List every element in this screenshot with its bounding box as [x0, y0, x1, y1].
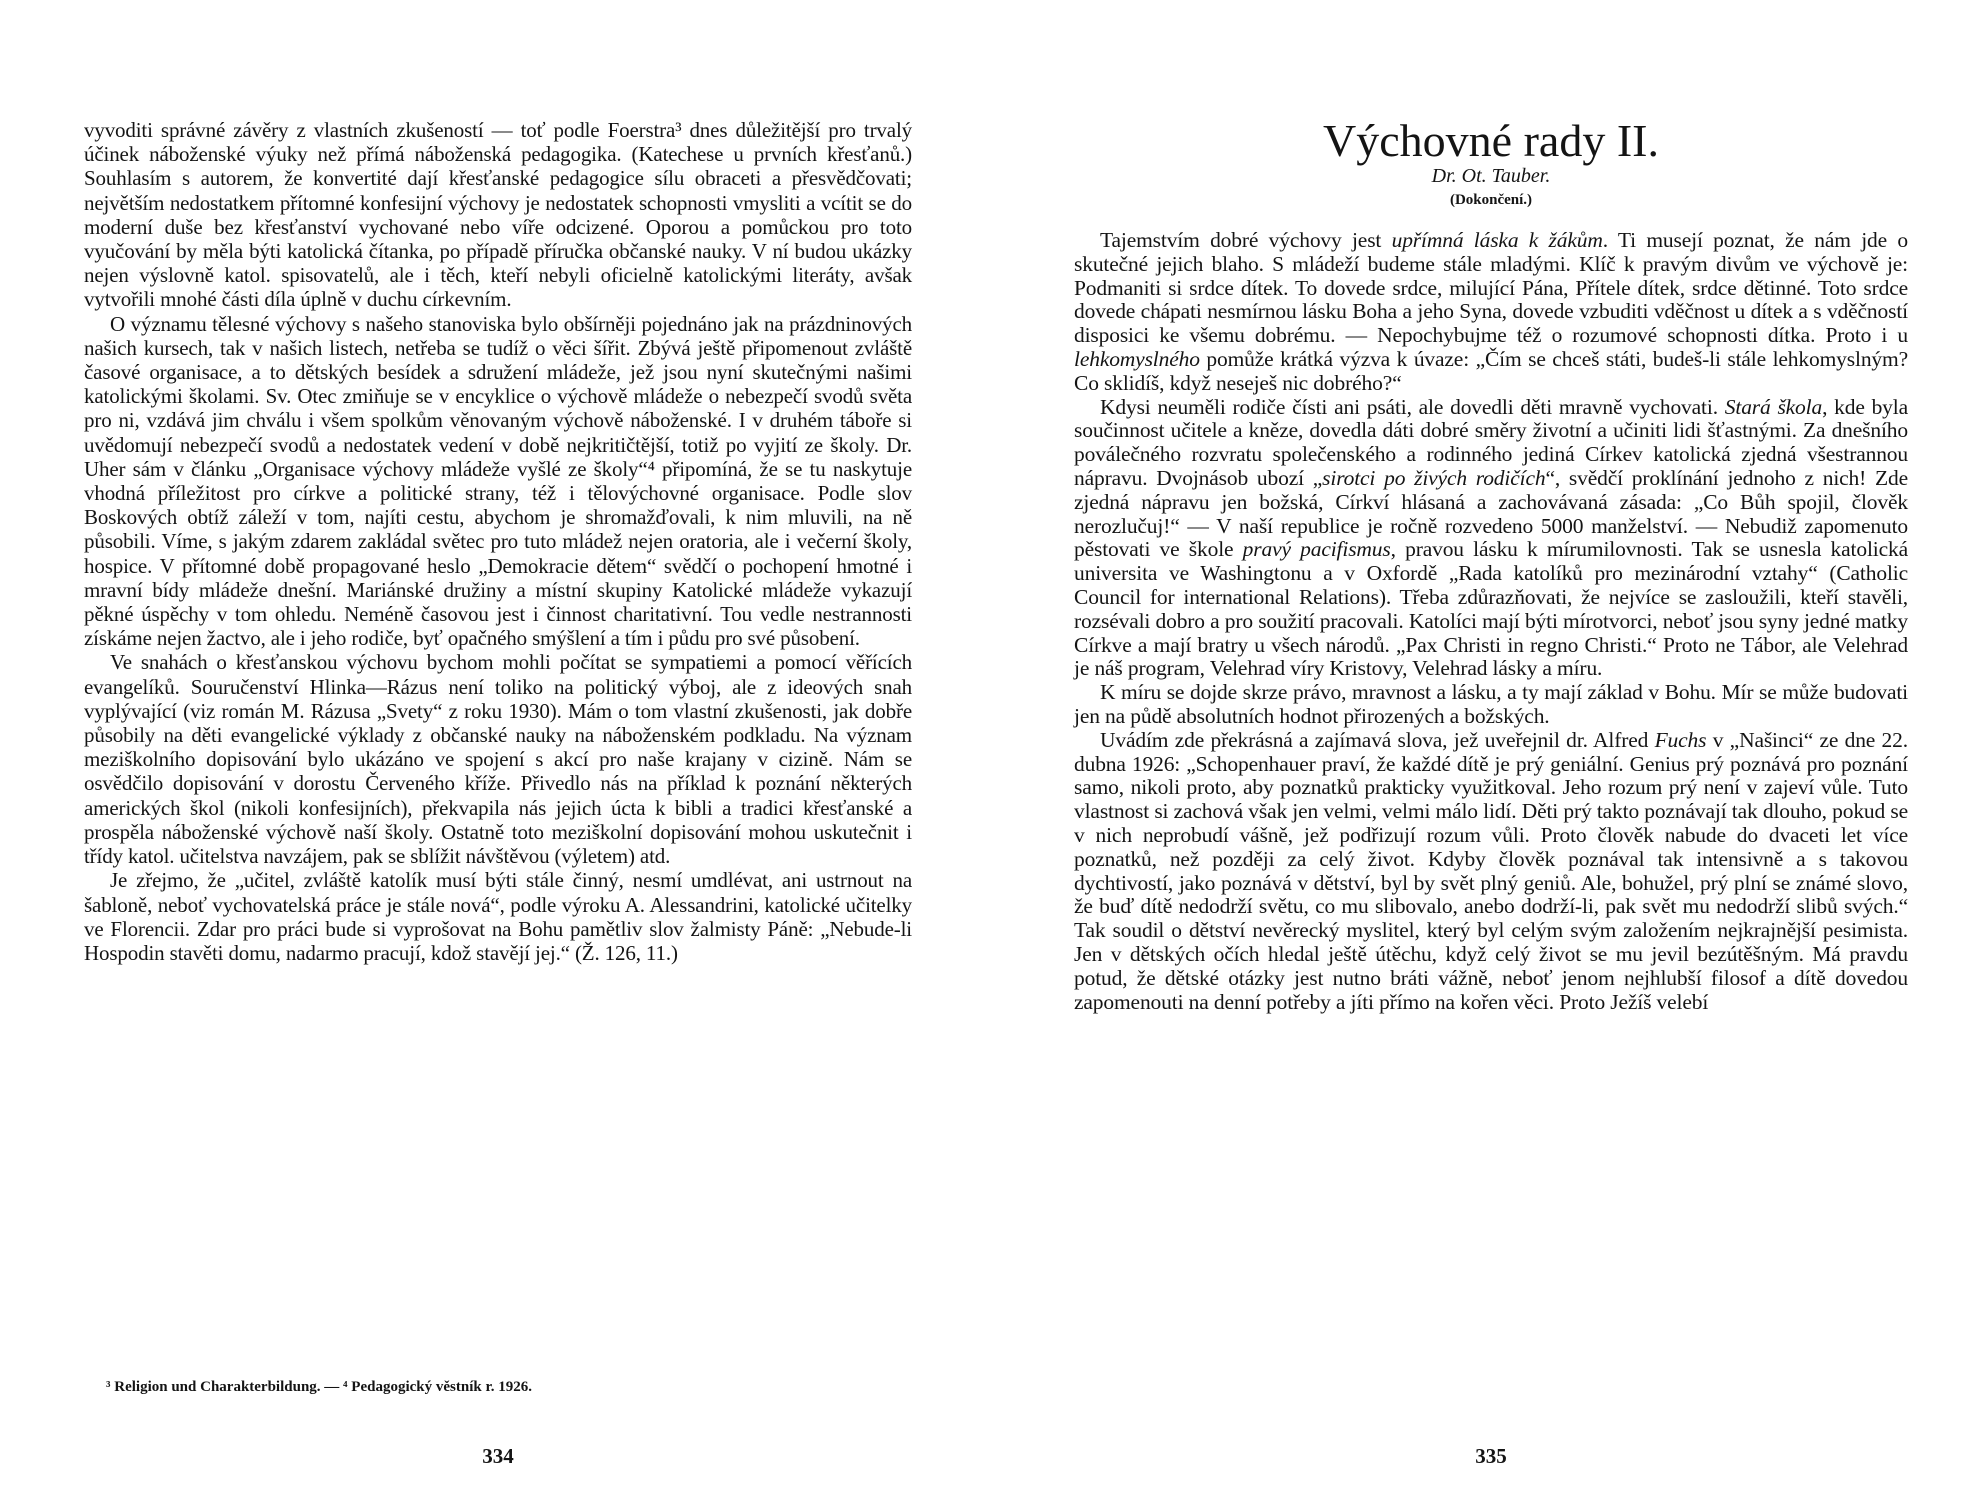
- emphasis: upřímná láska k žákům: [1391, 228, 1603, 252]
- paragraph: Je zřejmo, že „učitel, zvláště katolík musí býti stále činný, nesmí umdlévat, ani ustrnout na šabloně, neboť vychovatelská práce je stále nová“, podle výroku A. Alessandrini, katolické učitelky ve Florencii. Zdar pro práci bude si vyprošovat na Bohu pamětliv slov žalmisty Páně: „Nebude-li Hospodin stavěti domu, nadarmo pracují, kdož stavějí jej.“ (Ž. 126, 11.): [84, 868, 912, 965]
- paragraph: Ve snahách o křesťanskou výchovu bychom mohli počítat se sympatiemi a pomocí věřících evangelíků. Souručenství Hlinka—Rázus není toliko na politický výboj, ale z ideových snah vyplývající (viz román M. Rázusa „Svety“ z roku 1930). Mám o tom vlastní zkušenosti, jak dobře působily na děti evangelické výklady z občanské nauky na náboženském podkladu. Na význam meziškolního dopisování bylo ukázáno ve spojení s akcí pro naše krajany v cizině. Nám se osvědčilo dopisování v dorostu Červeného kříže. Přivedlo nás na příklad k poznání některých amerických škol (nikoli konfesijních), překvapila nás jejich úcta k bibli a tradici křesťanské a prospěla náboženské výchově naší školy. Ostatně toto meziškolní dopisování mohou uskutečnit i třídy katol. učitelstva navzájem, pak se sblížit návštěvou (výletem) atd.: [84, 650, 912, 869]
- paragraph: Tajemstvím dobré výchovy jest upřímná láska k žákům. Ti musejí poznat, že nám jde o skutečné jejich blaho. S mládeží budeme stále mladými. Klíč k pravým divům ve výchově je: Podmaniti si srdce dítek. To dovede srdce, milující Pána, Přítele dítek, srdce dětinné. Toto srdce dovede chápati nesmírnou lásku Boha a jeho Syna, dovede vzbuditi vděčnost u dítek a s vděčností disposici ke všemu dobrému. — Nepochybujme též o rozumové schopnosti dítka. Proto i u lehkomyslného pomůže krátká výzva k úvaze: „Čím se chceš státi, budeš-li stále lehkomyslným? Co sklidíš, když neseješ nic dobrého?“: [1074, 228, 1908, 395]
- left-text-column: [84, 118, 912, 965]
- emphasis: lehkomyslného: [1074, 346, 1200, 371]
- paragraph: K míru se dojde skrze právo, mravnost a lásku, a ty mají základ v Bohu. Mír se může budovati jen na půdě absolutních hodnot přirozených a božských.: [1074, 680, 1908, 728]
- left-page: [84, 0, 912, 1500]
- emphasis: Fuchs: [1654, 727, 1707, 752]
- emphasis: pravý pacifismus: [1242, 537, 1391, 562]
- paragraph: vyvoditi správné závěry z vlastních zkušeností — toť podle Foerstra³ dnes důležitější pro trvalý účinek náboženské výuky než přímá náboženská pedagogika. (Katechese u prvních křesťanů.) Souhlasím s autorem, že konvertité dají křesťanské pedagogice sílu obraceti a přesvědčovati; největším nedostatkem přítomné konfesijní výchovy je nedostatek schopnosti vmysliti a vcítit se do moderní duše bez křesťanství vychované nebo víře odcizené. Oporou a pomůckou pro toto vyučování by měla býti katolická čítanka, po případě příručka občanské nauky. V ní budou ukázky nejen výslovně katol. spisovatelů, ale i těch, kteří nebyli oficielně katolickými literáty, avšak vytvořili mnohé části díla úplně v duchu církevním.: [84, 118, 912, 312]
- paragraph: Uvádím zde překrásná a zajímavá slova, jež uveřejnil dr. Alfred Fuchs v „Našinci“ ze dne 22. dubna 1926: „Schopenhauer praví, že každé dítě je prý geniální. Genius prý poznává pro poznání samo, nikoli proto, aby poznatků prakticky využitkoval. Jeho rozum prý není v zajeví vůle. Tuto vlastnost si zachová však jen velmi, velmi málo lidí. Děti prý takto poznávají tak dlouho, pokud se v nich neprobudí vášně, jež podřizují rozum vůli. Proto člověk nabude do dvaceti let více poznatků, než později za celý život. Kdyby člověk poznával tak intensivně a s takovou dychtivostí, jako poznává v dětství, byl by svět plný geniů. Ale, bohužel, prý plní se známé slovo, že buď dítě nedodrží světu, co mu slibovalo, anebo dodrží-li, pak svět mu nedodrží slibů svých.“ Tak soudil o dětství nevěrecký myslitel, který byl celým svým založením nejkrajnější pesimista. Jen v dětských očích hledal ještě útěchu, když celý život se mu jevil bezútěšným. Má pravdu potud, že dětské otázky jest nutno bráti vážně, neboť jenom nejhlubší filosof a dítě dovedou zapomenouti na denní potřeby a jíti přímo na kořen věci. Proto Ježíš velebí: [1074, 727, 1908, 1014]
- paragraph: O významu tělesné výchovy s našeho stanoviska bylo obšírněji pojednáno jak na prázdninových našich kursech, tak v našich listech, netřeba se tudíž o věci šířit. Zbývá ještě připomenout zvláště časové organisace, a to dětských besídek a sdružení mládeže, jež jsou nyní skutečnými našimi katolickými školami. Sv. Otec zmiňuje se v encyklice o výchově mládeže o nebezpečí svodů světa pro ni, vzdává jim chválu i všem spolkům věnovaným výchově náboženské. I v druhém táboře si uvědomují nebezpečí svodů a nedostatek vedení v době nejkritičtější, totiž po vyjití ze školy. Dr. Uher sám v článku „Organisace výchovy mládeže vyšlé ze školy“⁴ připomíná, že se tu naskytuje vhodná příležitost pro církve a politické strany, též i tělovýchovné organisace. Podle slov Boskových obtíž záleží v tom, najíti cestu, abychom je shromažďovali, k nim mluvili, na ně působili. Víme, s jakým zdarem zakládal světec pro tuto mládež nejen oratoria, ale i večerní školy, hospice. V přítomné době propagované heslo „Demokracie dětem“ svědčí o pochopení hmotné i mravní bídy mládeže dnešní. Mariánské družiny a místní skupiny Katolické mládeže vykazují pěkné úspěchy v tom ohledu. Neméně časovou jest i činnost charitativní. Tou vedle nestrannosti získáme nejen žactvo, ale i jeho rodiče, byť opačného smýšlení a tím i půdu pro své působení.: [84, 311, 912, 651]
- emphasis: sirotci po živých rodičích: [1322, 465, 1546, 490]
- article-subtitle: (Dokončení.): [1449, 192, 1533, 208]
- page-number: 334: [482, 1444, 514, 1468]
- paragraph: Kdysi neuměli rodiče čísti ani psáti, ale dovedli děti mravně vychovati. Stará škola, kde byla součinnost učitele a kněze, dovedla dáti dobré směry životní a učiniti lidi šťastnými. Za dnešního poválečného rozvratu společenského a rodinného jediná Církev katolická zjedná všestrannou nápravu. Dvojnásob ubozí „sirotci po živých rodičích“, svědčí proklínání jednoho z nich! Zde zjedná nápravu jen božská, Církví hlásaná a zachovávaná zásada: „Co Bůh spojil, člověk nerozlučuj!“ — V naší republice je ročně rozvedeno 5000 manželství. — Nebudiž zapomenuto pěstovati ve škole pravý pacifismus, pravou lásku k mírumilovnosti. Tak se usnesla katolická universita ve Washingtonu a v Oxfordě „Rada katolíků pro mezinárodní vztahy“ (Catholic Council for international Relations). Třeba zdůrazňovati, že nejvíce se zasloužili, kteří stavěli, rozsévali dobro a pro soužití pracovali. Katolíci mají býti mírotvorci, neboť jsou syny jedné matky Církve a mají bratry u všech národů. „Pax Christi in regno Christi.“ Proto ne Tábor, ale Velehrad je náš program, Velehrad víry Kristovy, Velehrad lásky a míru.: [1074, 394, 1909, 681]
- article-author: Dr. Ot. Tauber.: [1431, 165, 1551, 187]
- right-text-column: [1074, 209, 1908, 1014]
- footnotes: ³ Religion und Charakterbildung. — ⁴ Pedagogický věstník r. 1926.: [106, 1379, 532, 1395]
- article-title: Výchovné rady II.: [1323, 115, 1659, 166]
- page-number: 335: [1475, 1444, 1507, 1468]
- emphasis: Stará škola: [1724, 394, 1823, 419]
- right-page: [1074, 0, 1908, 1500]
